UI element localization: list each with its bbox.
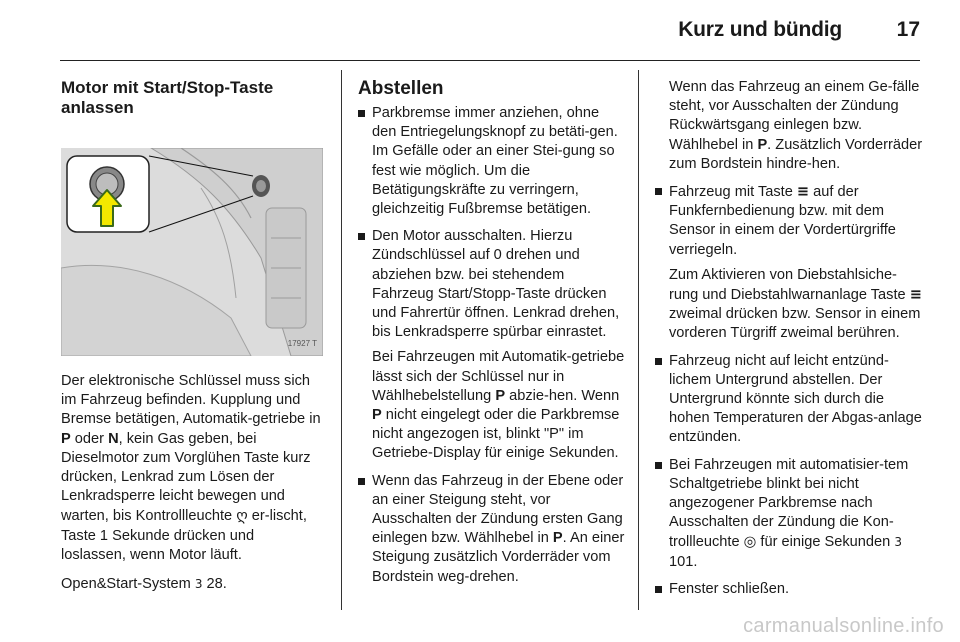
cross-reference: Open&Start-System 3 28. [61, 576, 227, 593]
abstellen-list-continued [655, 182, 923, 599]
header-rule [60, 60, 920, 61]
list-item: Fenster schließen. [655, 580, 923, 599]
bullet-square-icon [655, 462, 662, 469]
start-button-figure [61, 148, 323, 356]
list-item-note: Bei Fahrzeugen mit Automatik-getriebe lässt sich der Schlüssel nur in Wählhebelstellung P abzie-hen. Wenn P nicht eingelegt oder die Parkbremse nicht angezogen ist, blinkt "P" im Getriebe-Display für einige Sekunden. [372, 349, 625, 462]
preheat-icon: ღ [236, 507, 248, 525]
page-number: 17 [896, 18, 920, 41]
bullet-square-icon [358, 233, 365, 240]
section-heading-start: Motor mit Start/Stop-Taste anlassen [61, 78, 274, 117]
bullet-square-icon [655, 188, 662, 195]
list-item-note: Zum Aktivieren von Diebstahlsiche-rung und Diebstahlwarnanlage Taste ≡ zweimal drücken bzw. Sensor in einem vorderen Türgriff zweimal berühren. [669, 266, 922, 342]
dashboard-illustration [61, 148, 323, 356]
abstellen-list [358, 104, 626, 587]
page-ref-icon: 3 [894, 535, 902, 550]
page-ref-icon: 3 [194, 577, 203, 592]
list-item: Parkbremse immer anziehen, ohne den Entriegelungsknopf zu betäti-gen. Im Gefälle oder an einer Stei-gung so fest wie möglich. Um die Betätigungskräfte zu verringern, gleichzeitig Fußbremse betätigen. [358, 104, 626, 219]
column-2 [358, 78, 626, 595]
page-title: Kurz und bündig [678, 18, 842, 41]
list-item: Fahrzeug mit Taste ≡ auf der Funkfernbedienung bzw. mit dem Sensor in einem der Vordertürgriffe verriegeln. Zum Aktivieren von Diebstahlsiche-rung und Diebstahlwarnanlage Taste ≡ zweimal drücken bzw. Sensor in einem vorderen Türgriff zweimal berühren. [655, 182, 923, 344]
lock-button-icon: ≡ [909, 286, 922, 304]
list-item: Den Motor ausschalten. Hierzu Zündschlüssel auf 0 drehen und abziehen bzw. bei stehendem Fahrzeug Start/Stopp-Taste drücken und Fahrertür öffnen. Lenkrad drehen, bis Lenkradsperre spürbar einrastet. Bei Fahrzeugen mit Automatik-getriebe lässt sich der Schlüssel nur in Wählhebelstellung P abzie-hen. Wenn P nicht eingelegt oder die Parkbremse nicht angezogen ist, blinkt "P" im Getriebe-Display für einige Sekunden. [358, 227, 626, 463]
bullet-square-icon [358, 478, 365, 485]
start-instructions: Der elektronische Schlüssel muss sich im Fahrzeug befinden. Kupplung und Bremse betätigen, Automatik-getriebe in P oder N, kein Gas geben, bei Dieselmotor zum Vorglühen Taste kurz drücken, Lenkrad zum Lösen der Lenkradsperre leicht bewegen und warten, bis Kontrollleuchte ღ er-lischt, Taste 1 Sekunde drücken und loslassen, wenn Motor läuft. [61, 373, 321, 563]
column-divider [638, 70, 639, 610]
bullet-square-icon [655, 586, 662, 593]
list-item: Wenn das Fahrzeug in der Ebene oder an einer Steigung steht, vor Ausschalten der Zündung ersten Gang einlegen bzw. Wählhebel in P. An einer Steigung zusätzlich Vorderräder vom Bordstein weg-drehen. [358, 472, 626, 587]
column-1 [61, 78, 323, 594]
list-item: Bei Fahrzeugen mit automatisier-tem Schaltgetriebe blinkt bei nicht angezogener Parkbremse nach Ausschalten der Zündung die Kon-trollleuchte ◎ für einige Sekunden 3 101. [655, 456, 923, 572]
continued-text: Wenn das Fahrzeug an einem Ge-fälle steht, vor Ausschalten der Zündung Rückwärtsgang einlegen bzw. Wählhebel in P. Zusätzlich Vorderräder zum Bordstein hindre-hen. [669, 79, 923, 172]
column-3 [655, 78, 923, 607]
bullet-square-icon [655, 358, 662, 365]
section-heading-abstellen: Abstellen [358, 78, 444, 99]
parking-brake-warning-icon: ◎ [743, 533, 757, 551]
watermark: carmanualsonline.info [743, 615, 944, 637]
page-header [0, 0, 960, 62]
figure-code: 17927 T [287, 338, 317, 348]
lock-button-icon: ≡ [796, 183, 810, 201]
column-divider [341, 70, 342, 610]
bullet-square-icon [358, 110, 365, 117]
list-item: Fahrzeug nicht auf leicht entzünd-lichem Untergrund abstellen. Der Untergrund könnte sich durch die hohen Temperaturen der Abgas-anlage entzünden. [655, 352, 923, 448]
